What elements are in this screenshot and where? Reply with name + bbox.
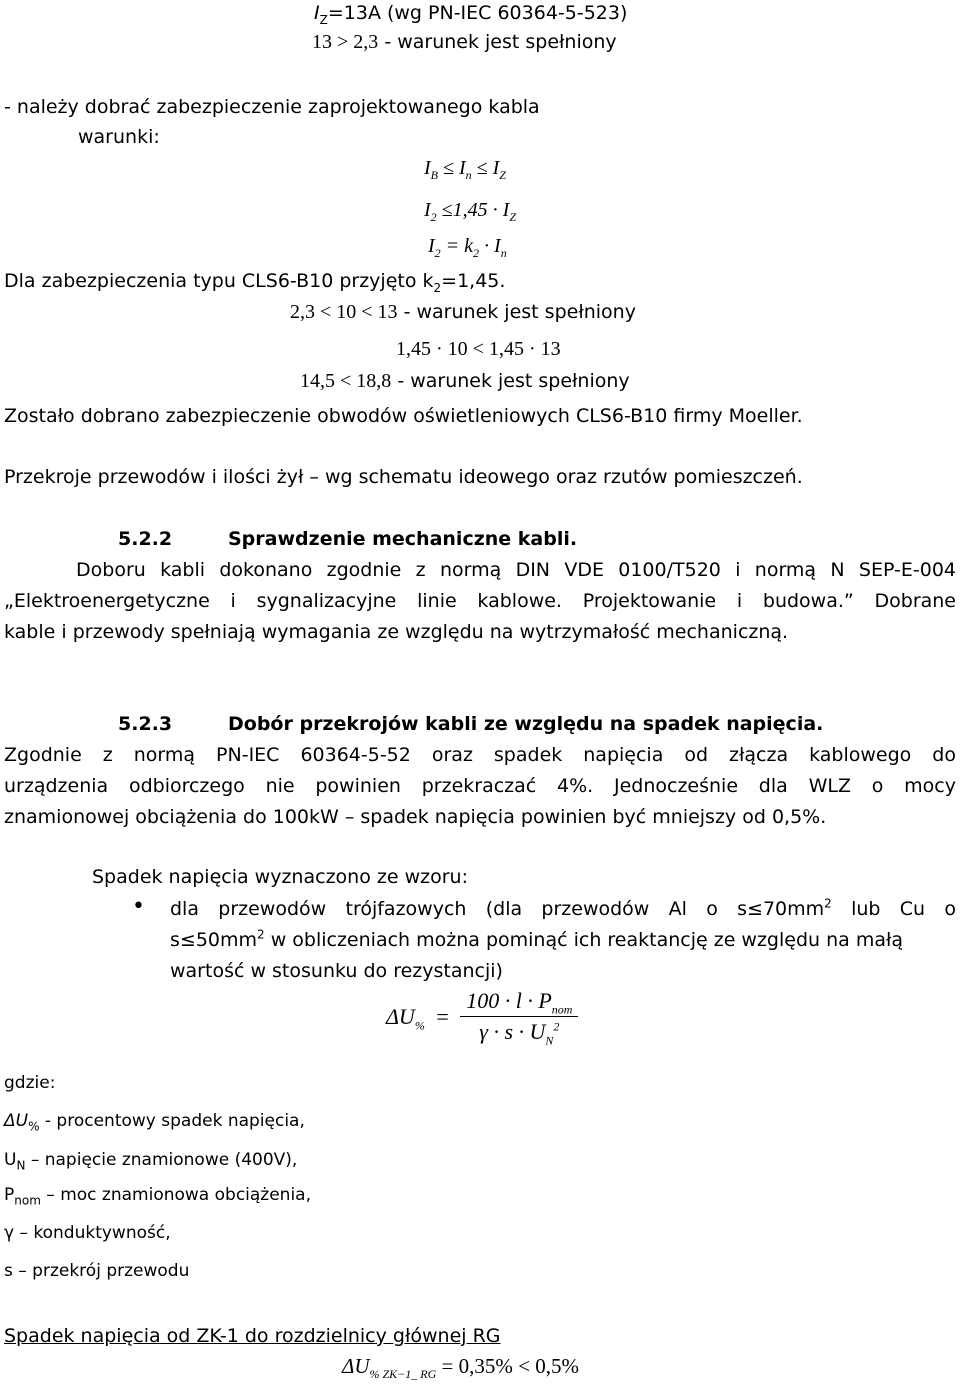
cls-line [4, 270, 505, 293]
legend-text-3: – konduktywność, [14, 1223, 171, 1243]
iz-subscript: Z [319, 12, 328, 27]
f3-sub-n: n [500, 246, 507, 260]
f2-i: I [424, 199, 431, 221]
legend-sym-2: P [4, 1185, 15, 1205]
f1-i: I [424, 157, 431, 179]
f1-mid: ≤ I [438, 157, 466, 179]
legend-sub-2: nom [14, 1193, 41, 1208]
iz-line [314, 2, 627, 25]
legend-sub-1: N [16, 1158, 26, 1173]
formula-i2-iz [424, 198, 516, 222]
bullet-l2-post: w obliczeniach można pominąć ich reaktancję ze względu na małą [264, 929, 904, 951]
formula-den-text: γ · s · U [479, 1019, 546, 1045]
cls-sub: 2 [433, 280, 442, 295]
section-523-paragraph-line-1: Zgodnie z normą PN-IEC 60364-5-52 oraz spadek napięcia od złącza kablowego do [4, 744, 956, 766]
bullet-l2-sup: 2 [257, 927, 265, 942]
condition-4-text: - warunek jest spełniony [391, 370, 630, 392]
f1-sub-z: Z [499, 168, 506, 182]
condition-2-text: - warunek jest spełniony [397, 301, 636, 323]
formula-num-text: 100 · l · P [466, 988, 552, 1013]
formula-numerator [460, 988, 578, 1017]
section-522-paragraph-line-3: kable i przewody spełniają wymagania ze względu na wytrzymałość mechaniczną. [4, 621, 789, 643]
section-522-number: 5.2.2 [118, 528, 173, 550]
bullet-line-1 [170, 898, 956, 921]
condition-2 [290, 300, 636, 324]
formula-ib-in-iz [424, 156, 506, 180]
cls-post: =1,45. [441, 270, 506, 292]
f2-sub-z: Z [509, 210, 516, 224]
formula-lhs-sub: % [414, 1018, 425, 1033]
formula-i2-k2-in [428, 234, 507, 258]
section-522-paragraph-line-1: Doboru kabli dokonano zgodnie z normą DIN VDE 0100/T520 i normą N SEP-E-004 [76, 559, 956, 581]
legend-item-s [4, 1261, 189, 1281]
formula-denominator [460, 1017, 578, 1048]
select-protection-line: - należy dobrać zabezpieczenie zaprojektowanego kabla [4, 96, 540, 118]
f3-sub-2: 2 [434, 246, 441, 260]
iz-symbol: I [314, 2, 320, 24]
legend-text-1: – napięcie znamionowe (400V), [25, 1150, 298, 1170]
condition-4 [300, 369, 630, 393]
cls-pre: Dla zabezpieczenia typu CLS6-B10 przyjęto k [4, 270, 434, 292]
section-523-paragraph-line-2: urządzenia odbiorczego nie powinien przekraczać 4%. Jednocześnie dla WLZ o mocy [4, 775, 956, 797]
legend-item-un [4, 1150, 298, 1173]
legend-sym-0: ΔU [4, 1111, 29, 1131]
legend-text-2: – moc znamionowa obciążenia, [40, 1185, 312, 1205]
legend-sym-4: s [4, 1261, 13, 1281]
condition-1 [312, 30, 617, 54]
section-522-paragraph-line-2: „Elektroenergetyczne i sygnalizacyjne linie kablowe. Projektowanie i budowa.” Dobrane [4, 590, 956, 612]
formula-num-sub: nom [551, 1002, 573, 1017]
legend-text-0: - procentowy spadek napięcia, [39, 1111, 305, 1131]
legend-sym-3: γ [4, 1223, 15, 1243]
legend-text-4: – przekrój przewodu [12, 1261, 190, 1281]
legend-label: gdzie: [4, 1073, 56, 1093]
section-523-number: 5.2.3 [118, 713, 173, 735]
condition-1-math: 13 > 2,3 [312, 31, 379, 53]
legend-sub-0: % [28, 1119, 40, 1134]
condition-4-math: 14,5 < 18,8 [300, 370, 392, 392]
final-heading: Spadek napięcia od ZK-1 do rozdzielnicy głównej RG [4, 1325, 501, 1347]
section-523-paragraph-line-3: znamionowej obciążenia do 100kW – spadek napięcia powinien być mniejszy od 0,5%. [4, 806, 827, 828]
bullet-l2-pre: s≤50mm [170, 929, 258, 951]
legend-sym-1: U [4, 1150, 17, 1170]
cross-sections-line: Przekroje przewodów i ilości żył – wg schematu ideowego oraz rzutów pomieszczeń. [4, 466, 803, 488]
f2-sub-2: 2 [430, 210, 437, 224]
f1-sub-n: n [465, 168, 472, 182]
voltage-drop-formula [386, 988, 578, 1046]
f3-eq: = k [440, 235, 474, 257]
f3-sub-k2: 2 [473, 246, 480, 260]
condition-2-math: 2,3 < 10 < 13 [290, 301, 398, 323]
bullet-line-2 [170, 929, 903, 952]
final-result-formula [342, 1354, 579, 1382]
formula-lhs-symbol: ΔU [386, 1003, 415, 1029]
section-523-title: Dobór przekrojów kabli ze względu na spadek napięcia. [228, 713, 824, 735]
f3-rest: · I [479, 235, 501, 257]
final-lhs-sub: % ZK−1_ RG [369, 1367, 437, 1382]
legend-item-delta-u [4, 1111, 305, 1134]
formula-intro: Spadek napięcia wyznaczono ze wzoru: [92, 866, 468, 888]
bullet-l1-post: lub Cu o [831, 898, 956, 920]
f3-i: I [428, 235, 435, 257]
condition-3-math: 1,45 · 10 < 1,45 · 13 [396, 338, 561, 360]
bullet-icon: • [132, 894, 145, 919]
f1-sub-b: B [430, 168, 439, 182]
condition-1-text: - warunek jest spełniony [378, 31, 617, 53]
conditions-label: warunki: [78, 126, 160, 148]
formula-lhs [386, 1003, 425, 1033]
protection-chosen: Zostało dobrano zabezpieczenie obwodów oświetleniowych CLS6-B10 firmy Moeller. [4, 405, 803, 427]
final-rhs: = 0,35% < 0,5% [436, 1354, 579, 1378]
bullet-line-3: wartość w stosunku do rezystancji) [170, 960, 503, 982]
bullet-l1-pre: dla przewodów trójfazowych (dla przewodów Al o s≤70mm [170, 898, 825, 920]
section-522-title: Sprawdzenie mechaniczne kabli. [228, 528, 578, 550]
legend-item-pnom [4, 1185, 312, 1208]
iz-text: =13A (wg PN-IEC 60364-5-523) [327, 2, 628, 24]
bullet-l1-sup: 2 [824, 896, 832, 911]
formula-equals: = [436, 1003, 449, 1029]
f2-rest: ≤1,45 · I [436, 199, 510, 221]
f1-end: ≤ I [471, 157, 500, 179]
formula-fraction [460, 988, 578, 1046]
formula-den-sub: N [545, 1033, 554, 1048]
final-lhs: ΔU [342, 1354, 370, 1378]
legend-item-gamma [4, 1223, 171, 1243]
formula-den-sup: 2 [553, 1020, 560, 1035]
